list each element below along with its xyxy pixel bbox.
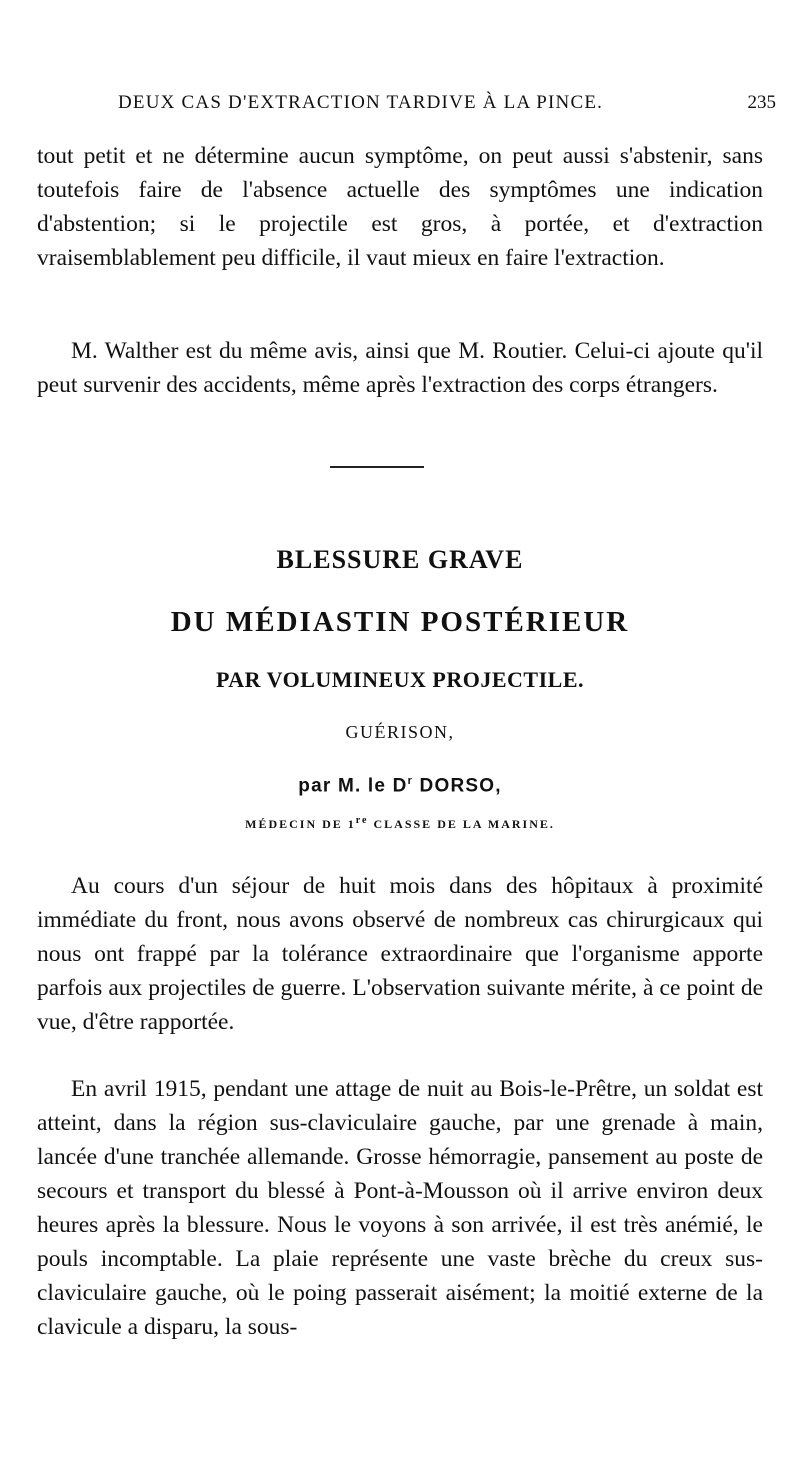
author-title-superscript: r: [407, 775, 414, 787]
affiliation-suffix: CLASSE DE LA MARINE.: [368, 817, 555, 831]
author-prefix: par M. le D: [298, 775, 408, 797]
paragraph-case-report: En avril 1915, pendant une attage de nuit au Bois-le-Prêtre, un soldat est atteint, dans la région sus-claviculaire gauche, par une grenade à main, lancée d'une tranchée allemande. Grosse hémorragie, pansement au poste de secours et transport du blessé à Pont-à-Mousson où il arrive environ deux heures après la blessure. Nous le voyons à son arrivée, il est très anémié, le pouls incomptable. La plaie représente une vaste brèche du creux sus-claviculaire gauche, où le poing passerait aisément; la moitié externe de la clavicule a disparu, la sous-: [37, 1076, 763, 1340]
page-number: 235: [747, 92, 776, 113]
author-affiliation: [0, 815, 800, 832]
author-name: DORSO,: [413, 775, 502, 797]
affiliation-prefix: MÉDECIN DE 1: [245, 817, 356, 831]
paragraph-continuation: tout petit et ne détermine aucun symptôme, on peut aussi s'abstenir, sans toutefois faire de l'absence actuelle des symptômes une indication d'abstention; si le projectile est gros, à portée, et d'extraction vraisemblablement peu difficile, il vaut mieux en faire l'extraction.: [37, 143, 763, 271]
running-header: [118, 92, 776, 116]
article-title-line-2: DU MÉDIASTIN POSTÉRIEUR: [170, 606, 630, 638]
author-line: [0, 775, 800, 797]
section-separator-rule: [330, 466, 424, 468]
affiliation-superscript: re: [355, 815, 369, 826]
paragraph-walther-opinion: M. Walther est du même avis, ainsi que M. Routier. Celui-ci ajoute qu'il peut survenir des accidents, même après l'extraction des corps étrangers.: [37, 338, 763, 398]
article-title-line-3: PAR VOLUMINEUX PROJECTILE.: [215, 667, 585, 692]
paragraph-introduction: Au cours d'un séjour de huit mois dans des hôpitaux à proximité immédiate du front, nous avons observé de nombreux cas chirurgicaux qui nous ont frappé par la tolérance extraordinaire que l'organisme apporte parfois aux projectiles de guerre. L'observation suivante mérite, à ce point de vue, d'être rapportée.: [37, 873, 763, 1035]
article-subtitle: GUÉRISON,: [345, 722, 455, 742]
article-title-line-1: BLESSURE GRAVE: [276, 545, 524, 574]
running-title: DEUX CAS D'EXTRACTION TARDIVE À LA PINCE.: [118, 92, 604, 113]
